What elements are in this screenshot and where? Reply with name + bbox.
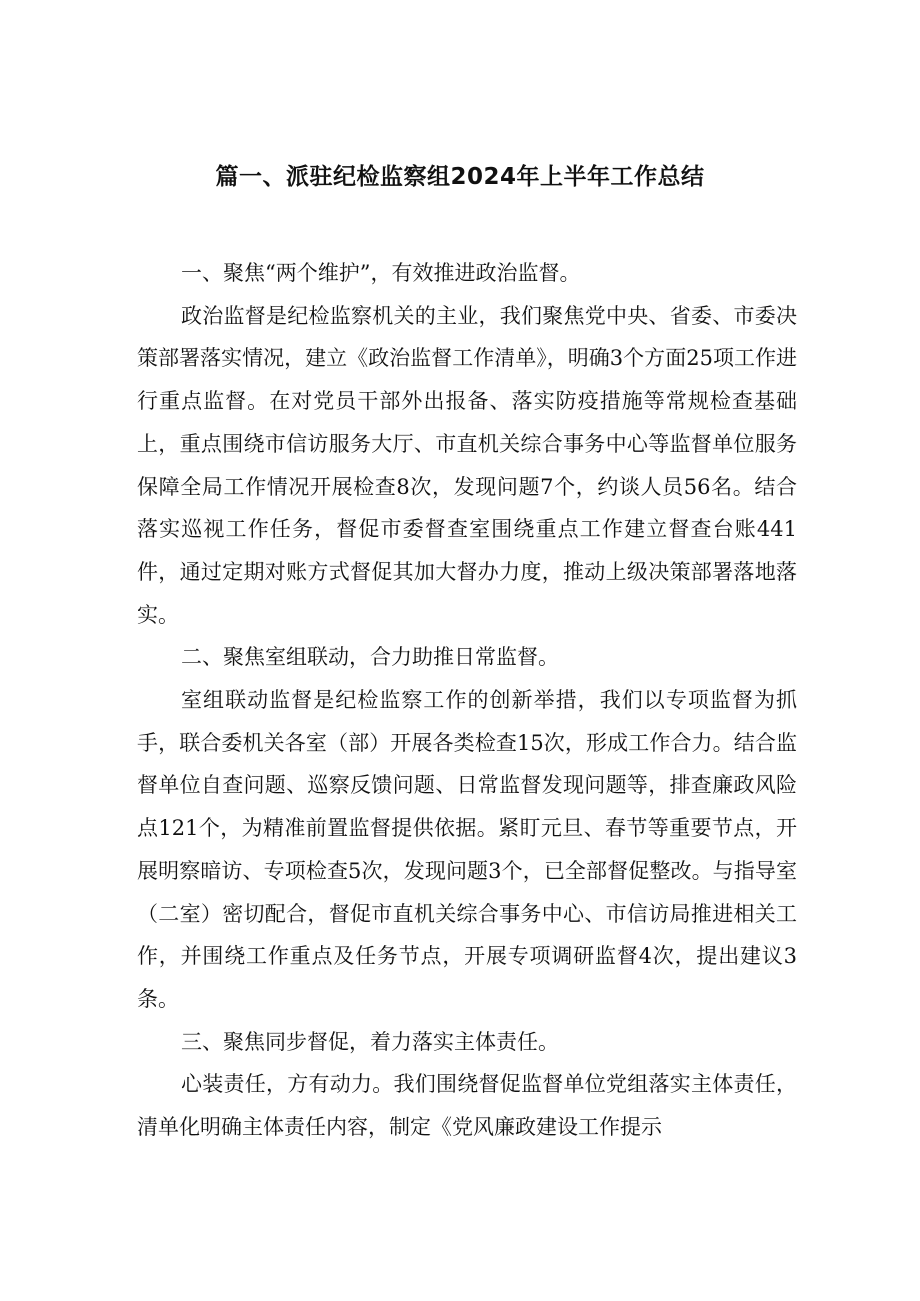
section-heading-3: 三、聚焦同步督促，着力落实主体责任。 <box>181 1029 559 1054</box>
section-heading-1: 一、聚焦“两个维护”，有效推进政治监督。 <box>181 261 581 285</box>
document-title: 篇一、派驻纪检监察组2024年上半年工作总结 <box>215 164 705 190</box>
section-paragraph-1: 政治监督是纪检监察机关的主业，我们聚焦党中央、省委、市委决策部署落实情况，建立《政治监督工作清单》，明确3个方面25项工作进行重点监督。在对党员干部外出报备、落实防疫措施等常规检查基础上，重点围绕市信访服务大厅、市直机关综合事务中心等监督单位服务保障全局工作情况开展检查8次，发现问题7个，约谈人员56名。结合落实巡视工作任务，督促市委督查室围绕重点工作建立督查台账441件，通过定期对账方式督促其加大督办力度，推动上级决策部署落地落实。 <box>137 303 797 627</box>
section-heading-2: 二、聚焦室组联动，合力助推日常监督。 <box>181 645 559 670</box>
section-paragraph-2: 室组联动监督是纪检监察工作的创新举措，我们以专项监督为抓手，联合委机关各室（部）开展各类检查15次，形成工作合力。结合监督单位自查问题、巡察反馈问题、日常监督发现问题等，排查廉政风险点121个，为精准前置监督提供依据。紧盯元旦、春节等重要节点，开展明察暗访、专项检查5次，发现问题3个，已全部督促整改。与指导室（二室）密切配合，督促市直机关综合事务中心、市信访局推进相关工作，并围绕工作重点及任务节点，开展专项调研监督4次，提出建议3条。 <box>137 688 797 1011</box>
document-body <box>137 252 797 1149</box>
section-paragraph-3: 心装责任，方有动力。我们围绕督促监督单位党组落实主体责任，清单化明确主体责任内容，制定《党风廉政建设工作提示 <box>137 1072 797 1140</box>
